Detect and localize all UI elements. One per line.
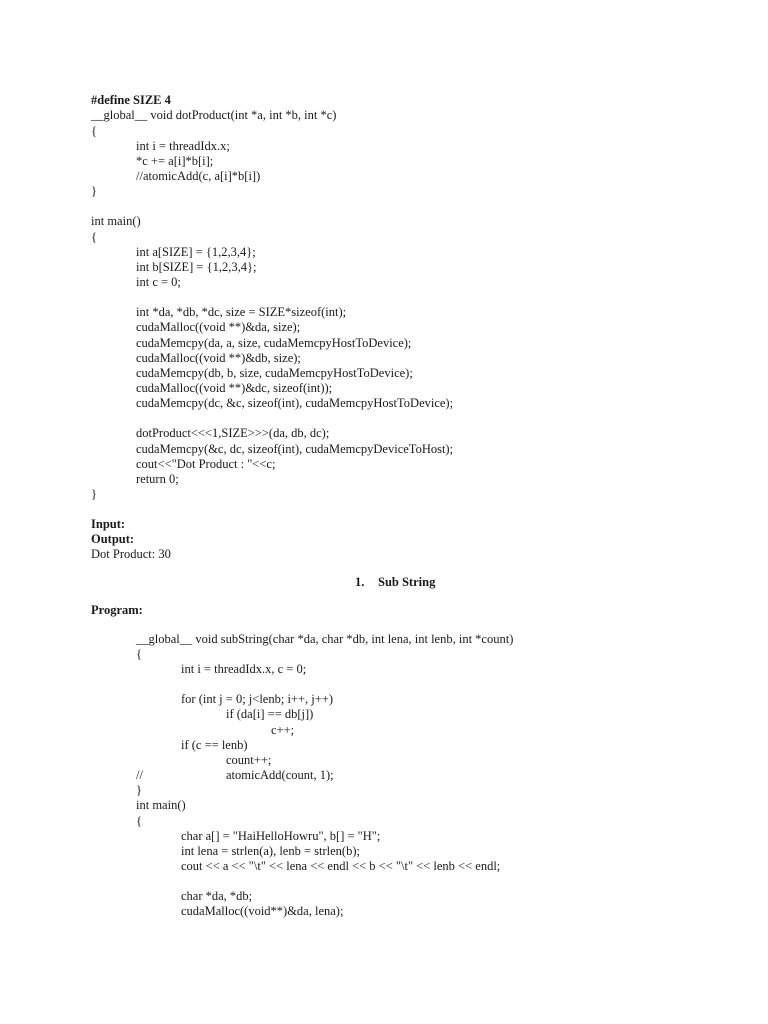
code-line: } — [91, 487, 97, 501]
code-line: int main() — [136, 798, 186, 812]
code-line: int *da, *db, *dc, size = SIZE*sizeof(int); — [136, 305, 347, 319]
code-line: cudaMemcpy(dc, &c, sizeof(int), cudaMemcpyHostToDevice); — [136, 396, 454, 410]
code-line: atomicAdd(count, 1); — [226, 768, 334, 782]
code-line: int a[SIZE] = {1,2,3,4}; — [136, 245, 256, 259]
code-line: cudaMemcpy(da, a, size, cudaMemcpyHostToDevice); — [136, 336, 412, 350]
code-line: char *da, *db; — [181, 889, 253, 903]
code-line: int i = threadIdx.x; — [136, 139, 230, 153]
code-line: if (c == lenb) — [181, 738, 248, 752]
code-line: cudaMalloc((void**)&da, lena); — [181, 904, 344, 918]
code-line: #define SIZE 4 — [91, 93, 171, 107]
code-line: __global__ void dotProduct(int *a, int *b, int *c) — [91, 108, 337, 122]
output-label: Output: — [91, 532, 135, 546]
code-line: { — [136, 814, 142, 828]
code-line: for (int j = 0; j<lenb; i++, j++) — [181, 692, 334, 706]
code-line: int i = threadIdx.x, c = 0; — [181, 662, 307, 676]
code-line: *c += a[i]*b[i]; — [136, 154, 214, 168]
output-value: Dot Product: 30 — [91, 547, 171, 561]
code-line: if (da[i] == db[j]) — [226, 707, 314, 721]
code-line: } — [91, 184, 97, 198]
code-line: cout<<"Dot Product : "<<c; — [136, 457, 276, 471]
program-label: Program: — [91, 603, 143, 617]
section-number: 1. — [355, 575, 365, 589]
code-line: { — [91, 230, 97, 244]
code-line: cudaMalloc((void **)&da, size); — [136, 320, 301, 334]
code-line: return 0; — [136, 472, 179, 486]
code-line: cudaMemcpy(&c, dc, sizeof(int), cudaMemcpyDeviceToHost); — [136, 442, 454, 456]
code-line: int main() — [91, 214, 141, 228]
code-line: cout << a << "\t" << lena << endl << b << "\t" << lenb << endl; — [181, 859, 501, 873]
code-line: int lena = strlen(a), lenb = strlen(b); — [181, 844, 360, 858]
code-line: //atomicAdd(c, a[i]*b[i]) — [136, 169, 261, 183]
code-line: int b[SIZE] = {1,2,3,4}; — [136, 260, 257, 274]
code-line: count++; — [226, 753, 272, 767]
code-line: __global__ void subString(char *da, char *db, int lena, int lenb, int *count) — [136, 632, 514, 646]
code-line: cudaMalloc((void **)&db, size); — [136, 351, 301, 365]
code-comment-marker: // — [136, 768, 143, 782]
code-line: } — [136, 783, 142, 797]
code-line: { — [91, 124, 97, 138]
code-line: dotProduct<<<1,SIZE>>>(da, db, dc); — [136, 426, 330, 440]
code-line: cudaMemcpy(db, b, size, cudaMemcpyHostToDevice); — [136, 366, 413, 380]
section-title: Sub String — [378, 575, 436, 589]
code-line: char a[] = "HaiHelloHowru", b[] = "H"; — [181, 829, 381, 843]
code-line: cudaMalloc((void **)&dc, sizeof(int)); — [136, 381, 333, 395]
code-line: c++; — [271, 723, 295, 737]
code-line: { — [136, 647, 142, 661]
input-label: Input: — [91, 517, 126, 531]
code-line: int c = 0; — [136, 275, 181, 289]
